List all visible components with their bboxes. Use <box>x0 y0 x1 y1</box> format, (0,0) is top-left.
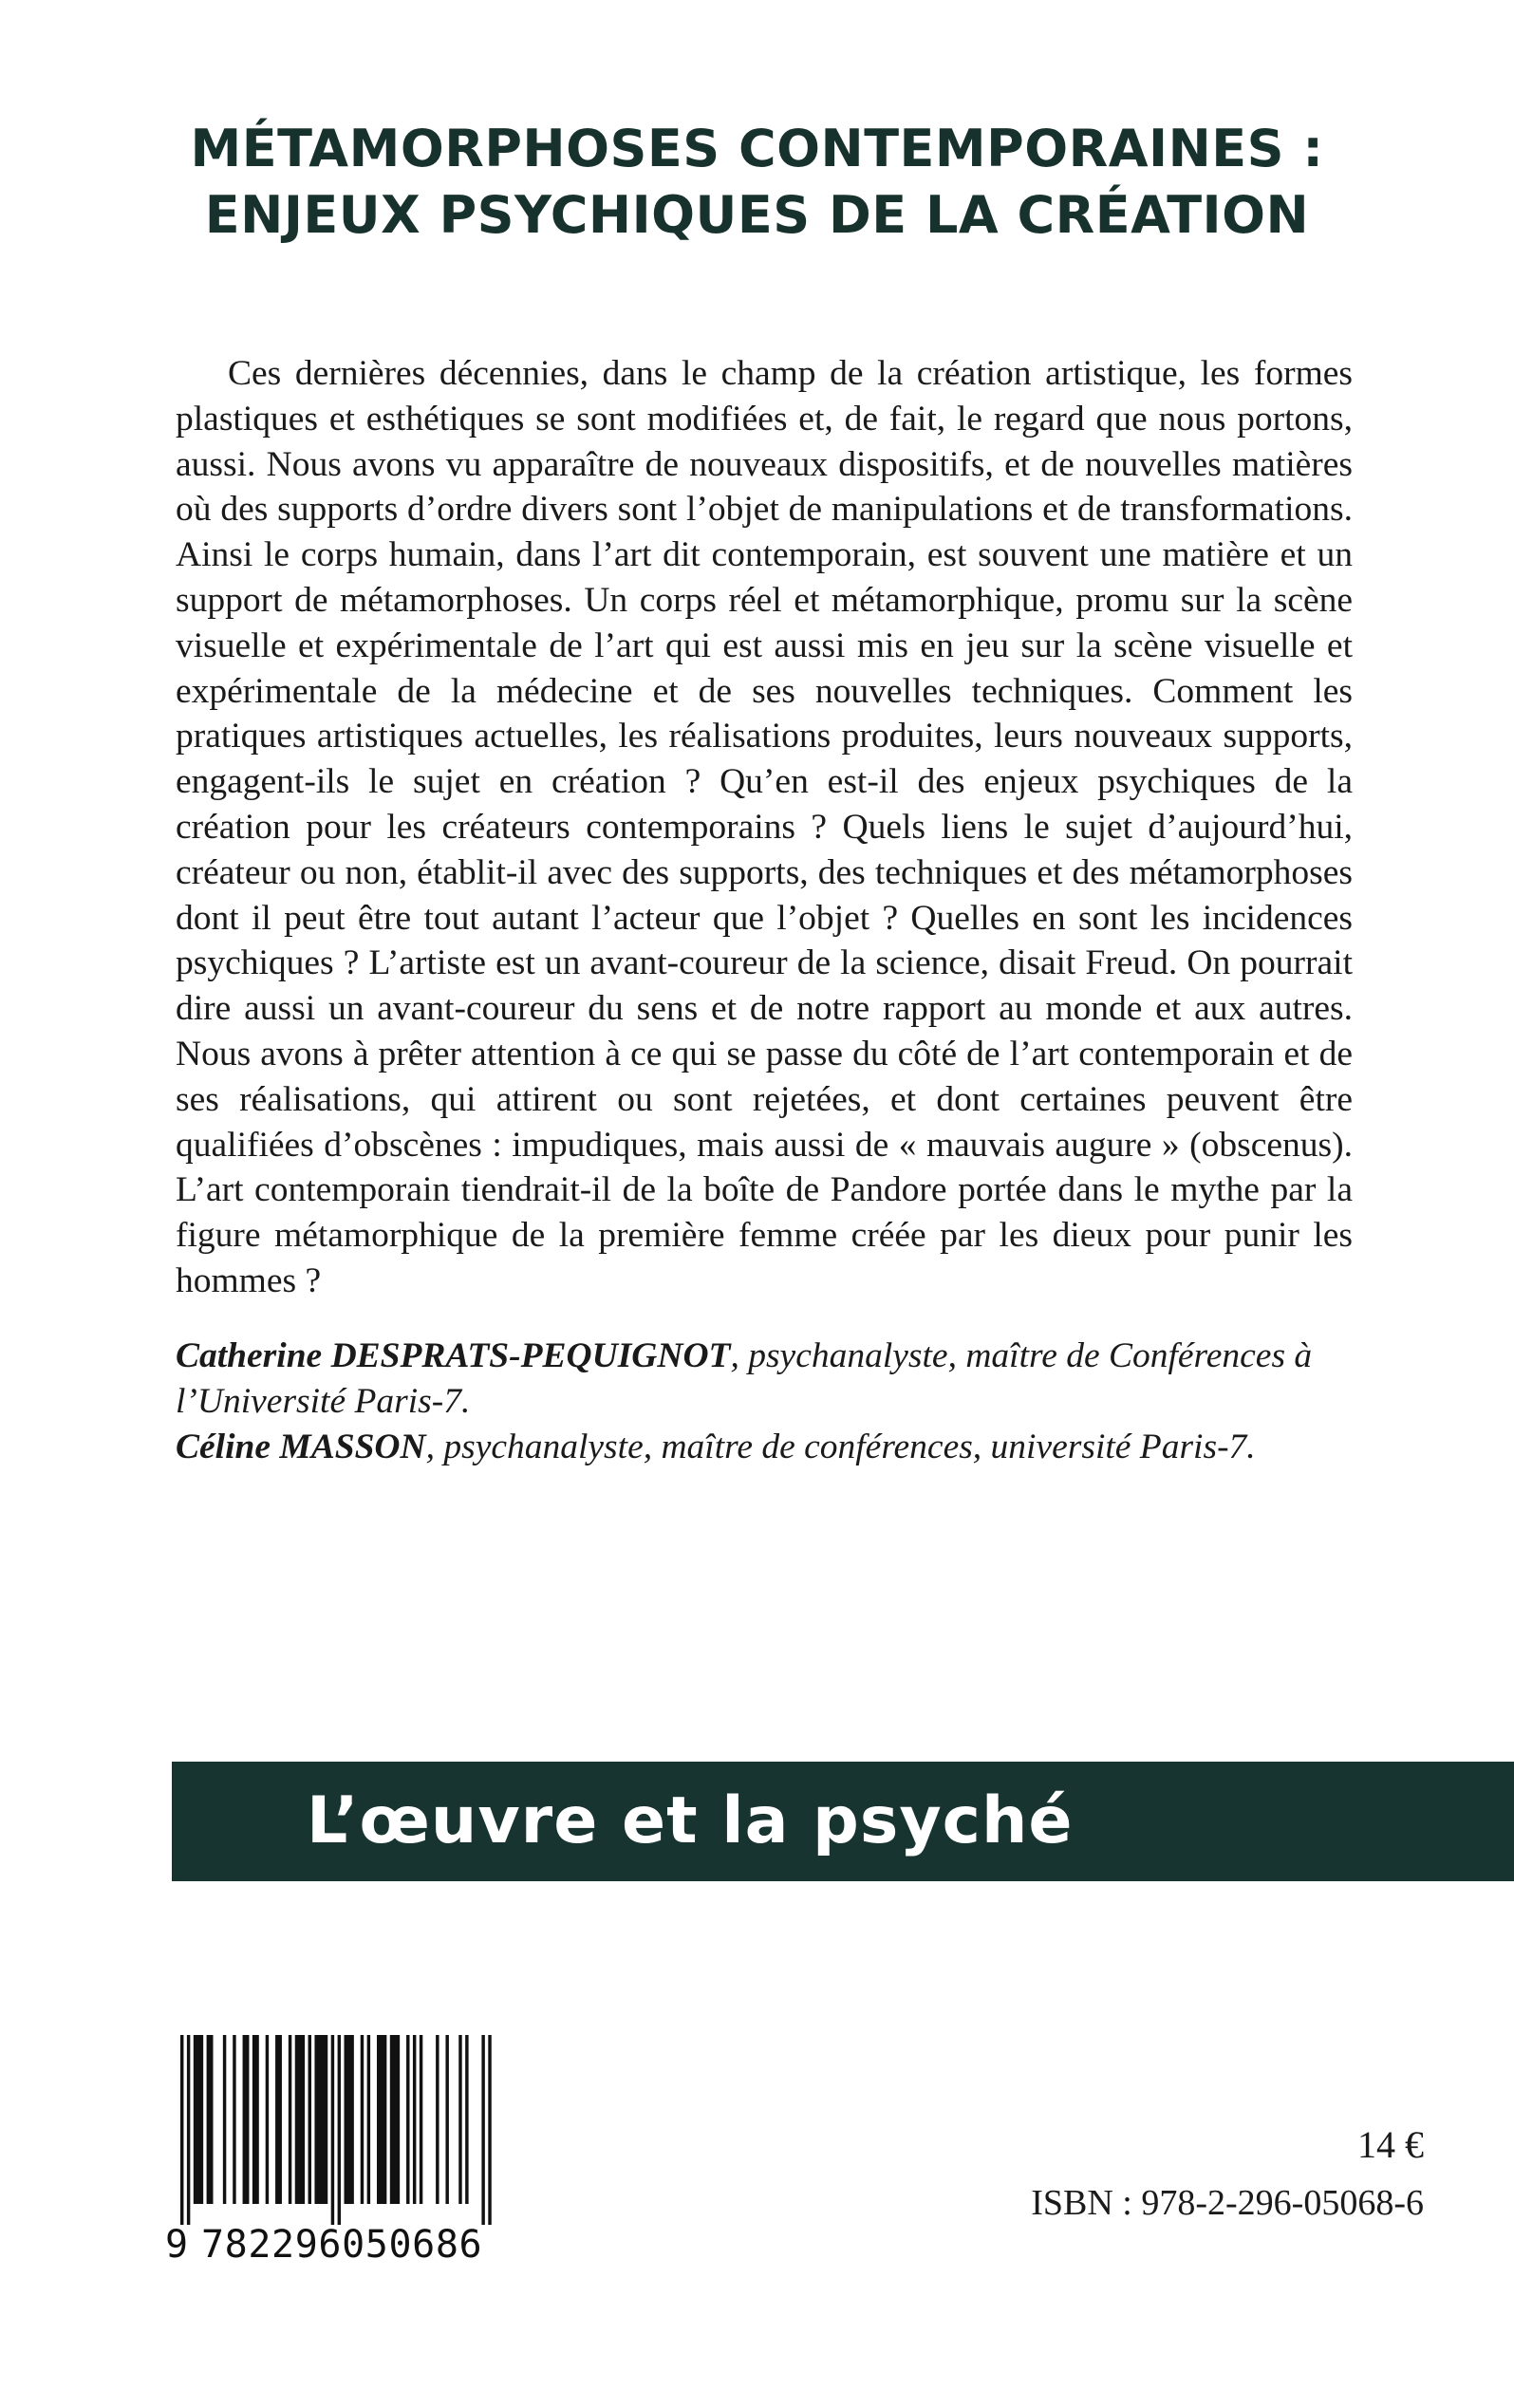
barcode-bar <box>289 2035 291 2204</box>
barcode-bar <box>420 2035 422 2204</box>
back-cover-blurb: Ces dernières décennies, dans le champ de la création artistique, les formes plastiques et esthétiques se sont modifiées et, de fait, le regard que nous portons, aussi. Nous avons vu apparaître de nouveaux dispositifs, et de nouvelles matières où des supports d’ordre divers sont l’objet de manipulations et de transformations. Ainsi le corps humain, dans l’art dit contemporain, est souvent une matière et un support de métamorphoses. Un corps réel et métamorphique, promu sur la scène visuelle et expérimentale de l’art qui est aussi mis en jeu sur la scène visuelle et expérimentale de la médecine et de ses nouvelles techniques. Comment les pratiques artistiques actuelles, les réalisations produites, leurs nouveaux supports, engagent-ils le sujet en création ? Qu’en est-il des enjeux psychiques de la création pour les créateurs contemporains ? Quels liens le sujet d’aujourd’hui, créateur ou non, établit-il avec des supports, des techniques et des métamorphoses dont il peut être tout autant l’acteur que l’objet ? Quelles en sont les incidences psychiques ? L’artiste est un avant-coureur de la science, disait Freud. On pourrait dire aussi un avant-coureur du sens et de notre rapport au monde et aux autres. Nous avons à prêter attention à ce qui se passe du côté de l’art contemporain et de ses réalisations, qui attirent ou sont rejetées, et dont certaines peuvent être qualifiées d’obscènes : impudiques, mais aussi de « mauvais augure » (obscenus). L’art contemporain tiendrait-il de la boîte de Pandore portée dans le mythe par la figure métamorphique de la première femme créée par les dieux pour punir les hommes ? <box>176 354 1353 1300</box>
barcode-bar <box>458 2035 461 2204</box>
book-title <box>0 116 1514 249</box>
barcode-bar <box>445 2035 448 2204</box>
barcode-bar <box>314 2035 327 2204</box>
barcode-bar <box>207 2035 214 2204</box>
author-name: Catherine DESPRATS-PEQUIGNOT <box>176 1336 731 1375</box>
isbn: ISBN : 978-2-296-05068-6 <box>1031 2183 1424 2223</box>
book-title-line-2: ENJEUX PSYCHIQUES DE LA CRÉATION <box>204 185 1310 245</box>
barcode-bar <box>266 2035 269 2204</box>
author-role: , psychanalyste, maître de Conférences à l’Université Paris-7. <box>176 1336 1313 1421</box>
barcode-lead-digit: 9 <box>165 2223 189 2267</box>
author-credit <box>176 1425 1353 1470</box>
barcode-bar <box>295 2035 305 2204</box>
series-banner <box>172 1762 1514 1881</box>
barcode-bar <box>180 2035 183 2225</box>
barcode-bar <box>243 2035 250 2204</box>
barcode <box>165 2035 528 2267</box>
barcode-bar <box>223 2035 226 2204</box>
barcode-bar <box>194 2035 203 2204</box>
barcode-bar <box>465 2035 468 2204</box>
barcode-bar <box>390 2035 400 2204</box>
barcode-bar <box>361 2035 364 2204</box>
barcode-bar <box>413 2035 416 2204</box>
author-credit <box>176 1334 1353 1425</box>
price: 14 € <box>1357 2123 1424 2166</box>
barcode-bar <box>367 2035 370 2204</box>
barcode-bar <box>338 2035 341 2225</box>
barcode-bar <box>275 2035 282 2204</box>
barcode-bar <box>488 2035 491 2225</box>
author-role: , psychanalyste, maître de conférences, université Paris-7. <box>425 1428 1256 1466</box>
barcode-bar <box>436 2035 439 2204</box>
barcode-digits: 782296050686 <box>201 2223 483 2267</box>
barcode-bar <box>406 2035 409 2204</box>
barcode-bar <box>308 2035 311 2204</box>
barcode-bar <box>233 2035 235 2204</box>
barcode-bar <box>252 2035 259 2204</box>
barcode-bars <box>165 2035 528 2225</box>
author-name: Céline MASSON <box>176 1428 426 1466</box>
barcode-bar <box>377 2035 386 2204</box>
barcode-bar <box>331 2035 334 2225</box>
author-credits <box>176 1334 1353 1470</box>
barcode-bar <box>481 2035 484 2225</box>
barcode-bar <box>345 2035 354 2204</box>
series-title: L’œuvre et la psyché <box>307 1783 1074 1858</box>
book-title-line-1: MÉTAMORPHOSES CONTEMPORAINES : <box>190 119 1324 178</box>
barcode-bar <box>187 2035 190 2225</box>
